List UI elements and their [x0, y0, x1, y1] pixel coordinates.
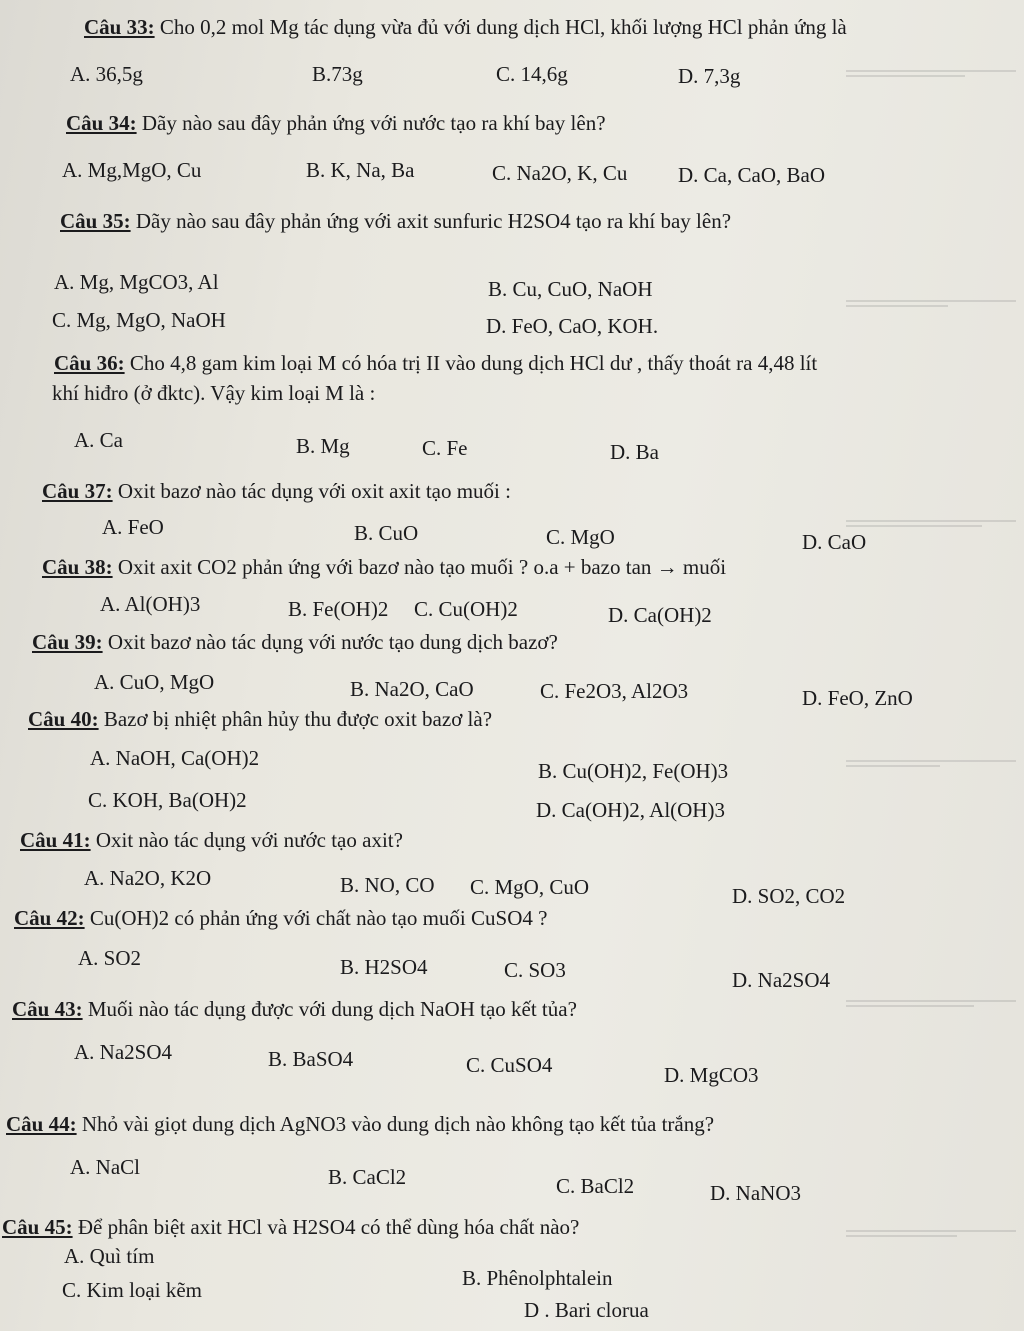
option-c: C. Mg, MgO, NaOH	[52, 308, 226, 332]
question-39: Câu 39: Oxit bazơ nào tác dụng với nước tạo dung dịch bazơ?	[32, 630, 558, 654]
bleed-through-text	[846, 1230, 1016, 1240]
option-d: D. FeO, ZnO	[802, 686, 913, 710]
bleed-through-text	[846, 1000, 1016, 1010]
bleed-through-text	[846, 70, 1016, 80]
question-35: Câu 35: Dãy nào sau đây phản ứng với axit sunfuric H2SO4 tạo ra khí bay lên?	[60, 209, 732, 233]
option-c: C. Fe2O3, Al2O3	[540, 679, 689, 703]
option-d: D. SO2, CO2	[732, 884, 846, 908]
option-c: C. KOH, Ba(OH)2	[88, 788, 247, 812]
option-b: B. Phênolphtalein	[462, 1266, 613, 1290]
question-45: Câu 45: Để phân biệt axit HCl và H2SO4 có thể dùng hóa chất nào?	[2, 1215, 580, 1239]
option-c: C. Cu(OH)2	[414, 597, 518, 621]
option-a: A. Quì tím	[64, 1244, 155, 1268]
question-37: Câu 37: Oxit bazơ nào tác dụng với oxit axit tạo muối :	[42, 479, 511, 503]
option-b: B. CaCl2	[328, 1165, 407, 1189]
question-38: Câu 38: Oxit axit CO2 phản ứng với bazơ nào tạo muối ? o.a + bazo tan → muối	[42, 555, 727, 579]
option-a: A. 36,5g	[70, 62, 143, 86]
bleed-through-text	[846, 300, 1016, 310]
option-b: B. CuO	[354, 521, 419, 545]
option-c: C. Kim loại kẽm	[62, 1278, 202, 1302]
option-a: A. Al(OH)3	[100, 592, 201, 616]
option-c: C. BaCl2	[556, 1174, 635, 1198]
option-d: D. 7,3g	[678, 64, 741, 88]
option-a: A. Na2SO4	[74, 1040, 172, 1064]
option-a: A. CuO, MgO	[94, 670, 215, 694]
question-36: Câu 36: Cho 4,8 gam kim loại M có hóa trị II vào dung dịch HCl dư , thấy thoát ra 4,48 lít	[54, 351, 818, 375]
option-d: D. Ca(OH)2	[608, 603, 712, 627]
option-a: A. Mg,MgO, Cu	[62, 158, 202, 182]
option-d: D. Na2SO4	[732, 968, 830, 992]
option-b: B.73g	[312, 62, 363, 86]
option-b: B. Na2O, CaO	[350, 677, 474, 701]
option-c: C. MgO, CuO	[470, 875, 590, 899]
option-d: D . Bari clorua	[524, 1298, 649, 1322]
question-34: Câu 34: Dãy nào sau đây phản ứng với nước tạo ra khí bay lên?	[66, 111, 606, 135]
option-c: C. SO3	[504, 958, 566, 982]
option-d: D. NaNO3	[710, 1181, 801, 1205]
option-a: A. SO2	[78, 946, 142, 970]
option-c: C. 14,6g	[496, 62, 568, 86]
option-d: D. Ca, CaO, BaO	[678, 163, 825, 187]
option-d: D. Ca(OH)2, Al(OH)3	[536, 798, 725, 822]
option-b: B. Mg	[296, 434, 350, 458]
question-43: Câu 43: Muối nào tác dụng được với dung dịch NaOH tạo kết tủa?	[12, 997, 577, 1021]
option-a: A. Mg, MgCO3, Al	[54, 270, 219, 294]
option-d: D. CaO	[802, 530, 867, 554]
option-a: A. NaCl	[70, 1155, 140, 1179]
option-b: B. H2SO4	[340, 955, 428, 979]
bleed-through-text	[846, 520, 1016, 530]
option-b: B. Cu, CuO, NaOH	[488, 277, 653, 301]
question-44: Câu 44: Nhỏ vài giọt dung dịch AgNO3 vào dung dịch nào không tạo kết tủa trắng?	[6, 1112, 715, 1136]
question-36-line-2: khí hiđro (ở đktc). Vậy kim loại M là :	[52, 381, 376, 405]
bleed-through-text	[846, 760, 1016, 770]
option-a: A. Na2O, K2O	[84, 866, 212, 890]
option-b: B. BaSO4	[268, 1047, 354, 1071]
option-c: C. CuSO4	[466, 1053, 553, 1077]
option-a: A. FeO	[102, 515, 164, 539]
option-c: C. Na2O, K, Cu	[492, 161, 628, 185]
question-41: Câu 41: Oxit nào tác dụng với nước tạo axit?	[20, 828, 403, 852]
option-d: D. FeO, CaO, KOH.	[486, 314, 659, 338]
question-42: Câu 42: Cu(OH)2 có phản ứng với chất nào tạo muối CuSO4 ?	[14, 906, 548, 930]
option-b: B. K, Na, Ba	[306, 158, 415, 182]
option-b: B. NO, CO	[340, 873, 435, 897]
option-c: C. MgO	[546, 525, 615, 549]
option-d: D. MgCO3	[664, 1063, 759, 1087]
option-b: B. Cu(OH)2, Fe(OH)3	[538, 759, 729, 783]
option-a: A. Ca	[74, 428, 123, 452]
option-d: D. Ba	[610, 440, 659, 464]
option-b: B. Fe(OH)2	[288, 597, 389, 621]
option-c: C. Fe	[422, 436, 468, 460]
option-a: A. NaOH, Ca(OH)2	[90, 746, 260, 770]
question-33: Câu 33: Cho 0,2 mol Mg tác dụng vừa đủ với dung dịch HCl, khối lượng HCl phản ứng là	[84, 15, 847, 39]
question-40: Câu 40: Bazơ bị nhiệt phân hủy thu được oxit bazơ là?	[28, 707, 493, 731]
